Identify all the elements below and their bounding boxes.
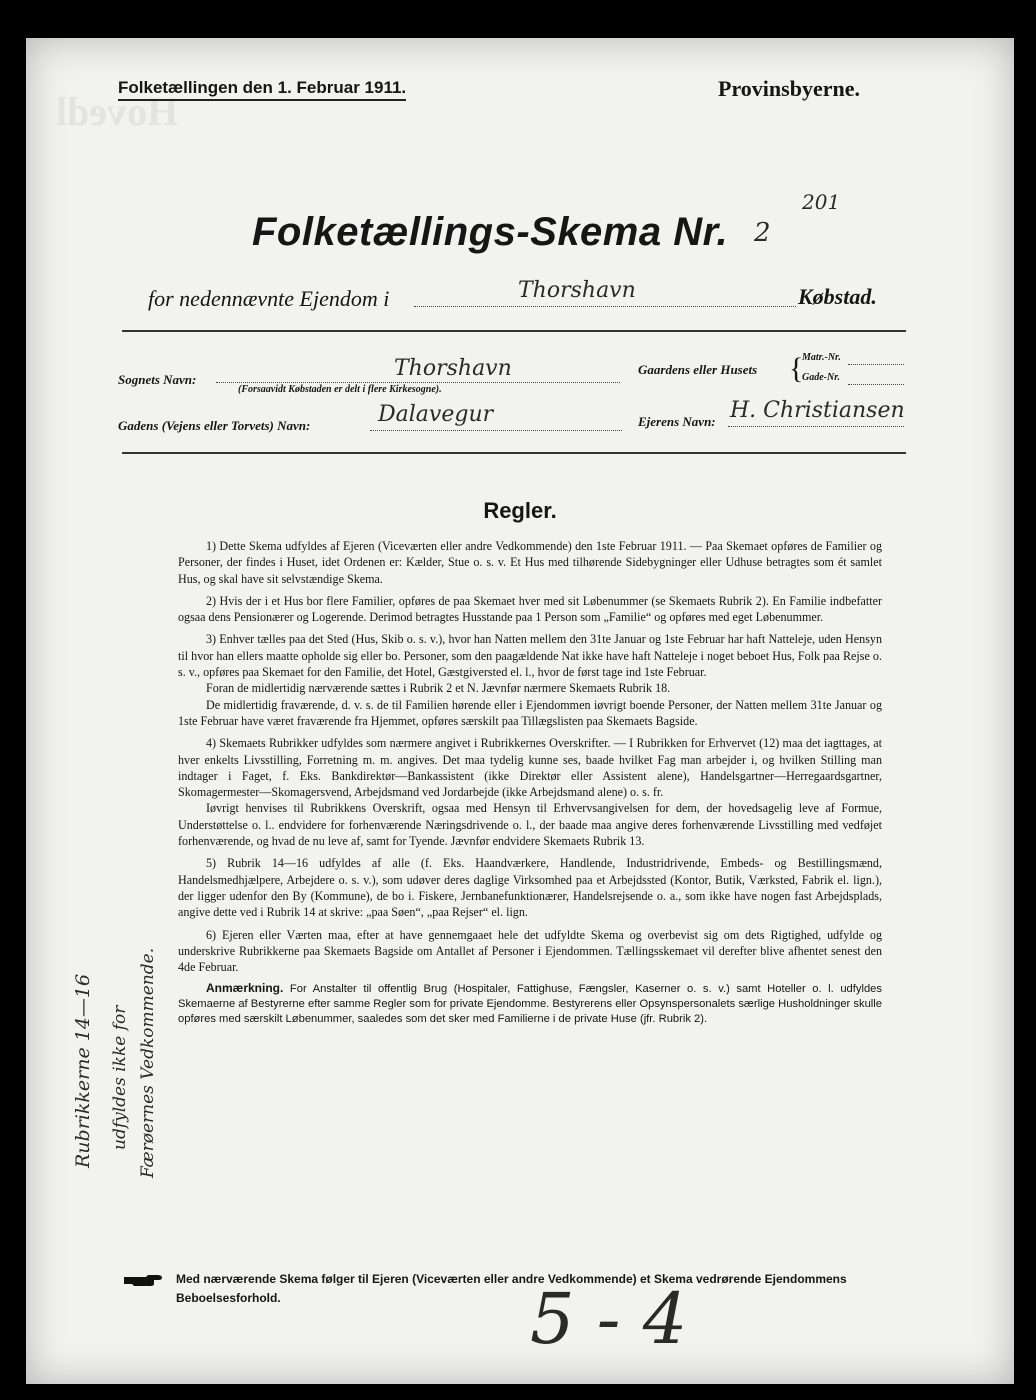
note-label: Anmærkning. — [206, 981, 284, 996]
rules-heading: Regler. — [483, 498, 557, 523]
owner-value: H. Christiansen — [730, 398, 905, 423]
side-note-line-2: udfyldes ikke for — [110, 1005, 130, 1150]
rule-6: 6) Ejeren eller Værten maa, efter at have gennemgaaet hele det udfyldte Skema og overbevist sig om dets Rigtighed, udfylde og underskrive Rubrikkerne paa Skemaets Bagside om Antallet af Personer i Ejendommen. Tællingsskemaet vil derefter blive afhentet senest den 4de Februar. — [178, 927, 882, 975]
note-text: For Anstalter til offentlig Brug (Hospitaler, Fattighuse, Fængsler, Kaserner o. s. v.) samt Hoteller o. l. udfyldes Skemaerne af Bestyrerne efter samme Regler som for private Ejendomme. Bestyrerens eller Opsynspersonalets særlige Husholdninger skulle opføres med særskilt Løbenummer, saaledes som det sker med Familierne i de private Huse (jfr. Rubrik 2). — [178, 983, 882, 1026]
rule-4: 4) Skemaets Rubrikker udfyldes som nærmere angivet i Rubrikkernes Overskrifter. — I Rubrikken for Erhvervet (12) maa det iagttages, at hver enkelts Livsstilling, Forretning m. m. angives. Det maa tydelig kunne ses, baade hvilket Fag man arbejder i, og hvilken Stilling man indtager i Faget, f. Eks. Bankdirektør—Bankassistent (ikke Direktør eller Assistent alene), Handelsgartner—Herregaardsgartner, Skomagermester—Skomagersvend, Arbejdsmand ved Jordarbejde (ikke Arbejdsmand alene) o. s. fr. — [178, 736, 882, 800]
form-number: 2 — [754, 218, 771, 248]
side-note-line-1: Rubrikkerne 14—16 — [72, 973, 94, 1168]
gade-dotted-line — [848, 384, 904, 385]
top-rule — [122, 330, 906, 332]
fields-bottom-rule — [122, 452, 906, 454]
town-dotted-line — [414, 306, 796, 307]
owner-dotted-line — [728, 426, 904, 427]
note-paragraph — [178, 981, 882, 1027]
farm-brace: { — [789, 352, 804, 385]
rule-3b: Foran de midlertidig nærværende sættes i Rubrik 2 et N. Jævnfør nærmere Skemaets Rubrik 18. — [206, 681, 671, 696]
matr-label: Matr.-Nr. — [802, 352, 841, 363]
property-line-suffix: Købstad. — [798, 284, 877, 309]
region-header: Provinsbyerne. — [718, 76, 860, 101]
rule-5: 5) Rubrik 14—16 udfyldes af alle (f. Eks. Haandværkere, Handlende, Industridrivende, Embeds- og Bestillingsmænd, Handelsmedhjælpere, Arbejdere o. s. v.), som udøver deres daglige Virksomhed paa et Arbejdssted (Kontor, Butik, Værksted, Fabrik el. lign.), der ligger udenfor den By (Kommune), de bo i. Fiskere, Jernbanefunktionærer, Handelsrejsende o. a., som ikke have nogen fast Arbejdsplads, angive dette ved i Rubrik 14 at skrive: „paa Søen“, „paa Rejser“ el. lign. — [178, 856, 882, 920]
parish-label: Sognets Navn: — [118, 372, 197, 387]
footer-note: Med nærværende Skema følger til Ejeren (Viceværten eller andre Vedkommende) et Skema vedrørende Ejendommens Beboelsesforhold. — [176, 1272, 847, 1305]
form-title: Folketællings-Skema Nr. — [252, 210, 729, 254]
town-name: Thorshavn — [518, 278, 636, 303]
farm-label: Gaardens eller Husets — [638, 362, 758, 377]
gade-label: Gade-Nr. — [802, 372, 841, 383]
bleed-through-text: Hovedl — [56, 89, 179, 134]
rule-1: 1) Dette Skema udfyldes af Ejeren (Viceværten eller andre Vedkommende) den 1ste Februar 1911. — Paa Skemaet opføres de Familier og Personer, der findes i Huset, idet Ordenen er: Kælder, Stue o. s. v. Et Hus med tilhørende Sidebygninger eller Udhuse betragtes som ét samlet Hus, og skal have sit selvstændige Skema. — [178, 539, 882, 586]
rule-3: 3) Enhver tælles paa det Sted (Hus, Skib o. s. v.), hvor han Natten mellem den 31te Januar og 1ste Februar har haft Natteleje, uden Hensyn til hvor han ellers maatte opholde sig eller bo. Personer, som den paagældende Nat ikke have haft Natteleje i noget beboet Hus, Folk paa Rejse o. s. v., opføres paa Skemaet for den Familie, det Hotel, Gæstgiversted el. l., hvor de først tage ind 1ste Februar. — [178, 632, 882, 680]
property-line-prefix: for nedennævnte Ejendom i — [148, 286, 390, 311]
parish-dotted-line — [216, 382, 620, 383]
rule-4b: Iøvrigt henvises til Rubrikkens Overskrift, ogsaa med Hensyn til Erhvervsangivelsen for dem, der hovedsagelig leve af Formue, Understøttelse o. l.. endvidere for forhenværende Næringsdrivende o. l., der baade maa angive deres forhenværende Livsstilling med vedføjet forhenværende, og hvad de nu leve af, samt for Tyende. Jævnfør endvidere Skemaets Rubrik 13. — [178, 801, 882, 849]
census-form-page — [26, 38, 1014, 1384]
rule-3c: De midlertidig fraværende, d. v. s. de til Familien hørende eller i Ejendommen iøvrigt boende Personer, der Natten mellem 31te Januar og 1ste Februar have været fraværende fra Hjemmet, opføres særskilt paa Tillægslisten paa Skemaets Bagside. — [178, 697, 882, 728]
street-value: Dalavegur — [378, 402, 494, 427]
pointing-hand-icon — [124, 1272, 164, 1288]
street-label: Gadens (Vejens eller Torvets) Navn: — [118, 418, 311, 433]
rules-body — [178, 538, 882, 1033]
parish-value: Thorshavn — [394, 356, 512, 381]
stamp-number: 201 — [802, 190, 841, 214]
handwritten-number: 5 - 4 — [530, 1278, 688, 1360]
matr-dotted-line — [848, 364, 904, 365]
rule-2: 2) Hvis der i et Hus bor flere Familier, opføres de paa Skemaet hver med sit Løbenummer (se Skemaets Rubrik 2). En Familie indbefatter ogsaa dens Pensionærer og Logerende. Derimod betragtes Husstande paa 1 Person som „Familie“ og opføres med eget Løbenummer. — [178, 593, 882, 625]
street-dotted-line — [370, 430, 622, 431]
side-note-line-3: Færøernes Vedkommende. — [138, 947, 158, 1178]
census-date-header: Folketællingen den 1. Februar 1911. — [118, 78, 406, 101]
parish-note: (Forsaavidt Købstaden er delt i flere Kirkesogne). — [238, 384, 442, 395]
owner-label: Ejerens Navn: — [638, 414, 716, 429]
